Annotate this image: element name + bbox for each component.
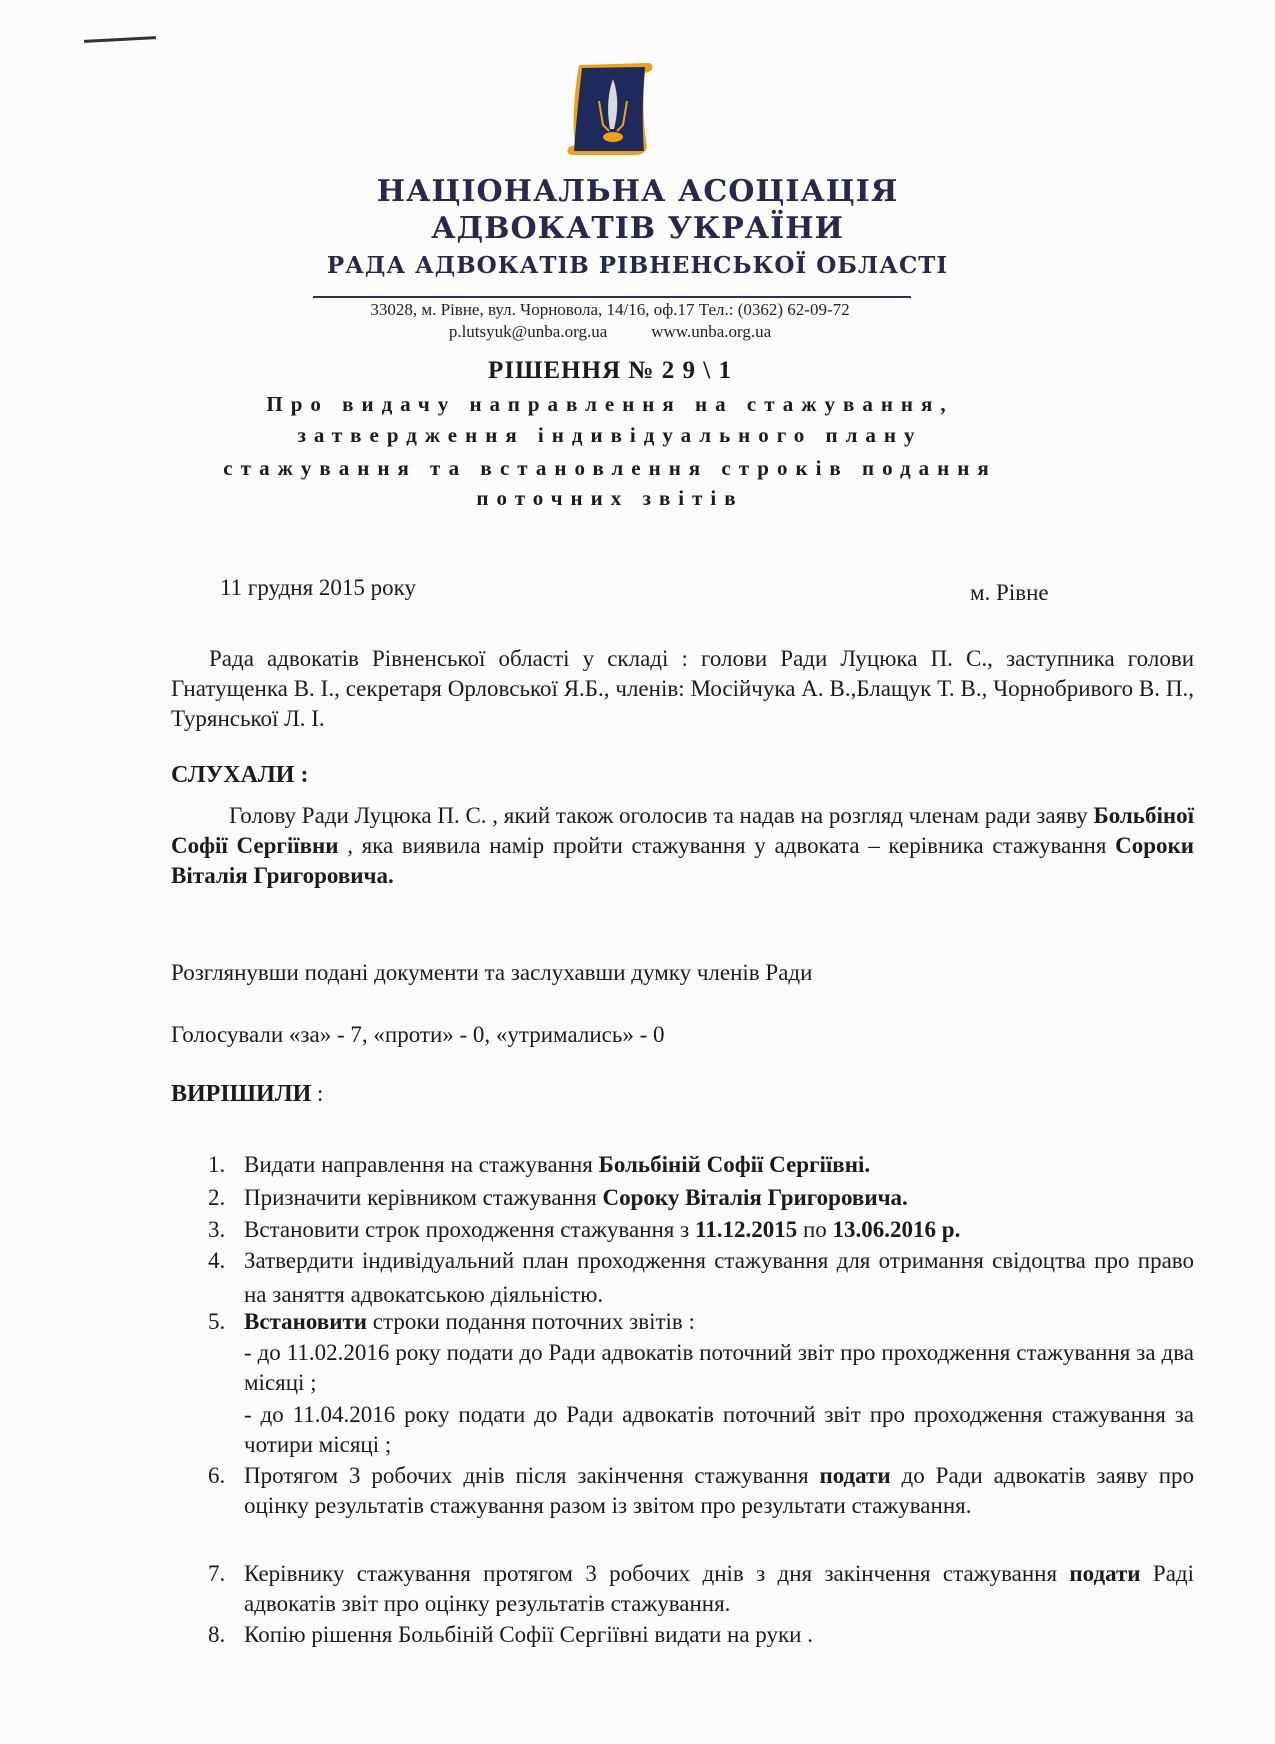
text: Видати направлення на стажування bbox=[244, 1152, 599, 1177]
heard-paragraph bbox=[171, 801, 1194, 891]
text: Затвердити індивідуальний план проходження стажування для отримання свідоцтва про право на заняття адвокатською діяльністю. bbox=[244, 1248, 1194, 1307]
decision-item: 8. Копію рішення Больбіній Софії Сергіївні видати на руки . bbox=[208, 1622, 813, 1647]
text: - до 11.04.2016 року подати до Ради адвокатів поточний звіт про проходження стажування за чотири місяці ; bbox=[244, 1402, 1194, 1457]
decided-colon: : bbox=[311, 1081, 324, 1106]
council-composition bbox=[171, 644, 1194, 734]
voting-result: Голосували «за» - 7, «проти» - 0, «утримались» - 0 bbox=[171, 1022, 665, 1047]
subject-line: поточних звітів bbox=[476, 486, 744, 510]
decision-item: 5. Встановити строки подання поточних звітів : bbox=[208, 1309, 695, 1334]
text: строки подання поточних звітів : bbox=[367, 1309, 695, 1334]
scan-mark bbox=[84, 36, 156, 43]
text: - до 11.02.2016 року подати до Ради адвокатів поточний звіт про проходження стажування за два місяці ; bbox=[244, 1340, 1194, 1395]
decision-item: 4. Затвердити індивідуальний план проходження стажування для отримання свідоцтва про право на заняття адвокатською діяльністю. bbox=[208, 1248, 1194, 1307]
subject-line: стажування та встановлення строків подання bbox=[223, 456, 997, 480]
text: Голову Ради Луцюка П. С. , який також оголосив та надав на розгляд членам ради заяву bbox=[229, 803, 1094, 828]
decided-heading bbox=[171, 1079, 1194, 1109]
text: Керівнику стажування протягом 3 робочих днів з дня закінчення стажування bbox=[244, 1561, 1070, 1586]
text: , яка виявила намір пройти стажування у адвоката – керівника стажування bbox=[338, 833, 1116, 858]
header-divider bbox=[313, 296, 911, 298]
contacts bbox=[0, 322, 1220, 342]
decision-title: РІШЕННЯ № 2 9 \ 1 bbox=[488, 357, 732, 384]
bold-text: Больбіній Софії Сергіївні. bbox=[598, 1152, 871, 1177]
text: Рада адвокатів Рівненської області у складі : голови Ради Луцюка П. С., заступника голови Гнатущенка В. І., секретаря Орловської Я.Б., членів: Мосійчука А. В.,Блащук Т. В., Чорнобривого В. П., Турянської Л. І. bbox=[171, 646, 1194, 731]
unba-logo bbox=[565, 61, 655, 157]
text: Раді адвокатів звіт про оцінку результатів стажування. bbox=[244, 1561, 1194, 1616]
decision-item: 6. Протягом 3 робочих днів після закінчення стажування подати до Ради адвокатів заяву про оцінку результатів стажування разом із звітом про результати стажування. bbox=[208, 1463, 1194, 1518]
text: по bbox=[797, 1217, 833, 1242]
heard-heading: СЛУХАЛИ : bbox=[171, 762, 309, 788]
email-link[interactable]: p.lutsyuk@unba.org.ua bbox=[448, 322, 608, 341]
decided-label: ВИРІШИЛИ bbox=[171, 1081, 312, 1107]
bold-text: 11.12.2015 bbox=[694, 1217, 798, 1242]
text: Копію рішення Больбіній Софії Сергіївні видати на руки . bbox=[244, 1622, 813, 1647]
decision-item: 3. Встановити строк проходження стажування з 11.12.2015 по 13.06.2016 р. bbox=[208, 1217, 961, 1242]
text: Протягом 3 робочих днів після закінчення стажування bbox=[244, 1463, 820, 1488]
considered-text: Розглянувши подані документи та заслухавши думку членів Ради bbox=[171, 960, 813, 985]
org-council-name: РАДА АДВОКАТІВ РІВНЕНСЬКОЇ ОБЛАСТІ bbox=[326, 252, 949, 279]
org-name-line1: НАЦІОНАЛЬНА АСОЦІАЦІЯ bbox=[376, 174, 899, 209]
bold-text: Сороки Віталія Григоровича. bbox=[171, 833, 1194, 888]
bold-text: Встановити bbox=[244, 1309, 368, 1334]
bold-text: подати bbox=[1069, 1561, 1141, 1586]
decision-subitem bbox=[208, 1338, 1194, 1398]
decision-item: 1. Видати направлення на стажування Больбіній Софії Сергіївні. bbox=[208, 1152, 871, 1177]
decision-item: 7. Керівнику стажування протягом 3 робочих днів з дня закінчення стажування подати Раді адвокатів звіт про оцінку результатів стажування. bbox=[208, 1561, 1194, 1616]
decision-subitem bbox=[208, 1400, 1194, 1460]
subject-line: затвердження індивідуального плану bbox=[297, 423, 923, 447]
decision-item: 2. Призначити керівником стажування Сороку Віталія Григоровича. bbox=[208, 1185, 908, 1210]
text: Призначити керівником стажування bbox=[244, 1185, 603, 1210]
text: до Ради адвокатів заяву про оцінку результатів стажування разом із звітом про результати стажування. bbox=[244, 1463, 1194, 1518]
subject-line: Про видачу направлення на стажування, bbox=[266, 392, 954, 416]
bold-text: подати bbox=[819, 1463, 891, 1488]
bold-text: 13.06.2016 р. bbox=[832, 1217, 961, 1242]
address: 33028, м. Рівне, вул. Чорновола, 14/16, оф.17 Тел.: (0362) 62-09-72 bbox=[370, 300, 850, 319]
website-link[interactable]: www.unba.org.ua bbox=[651, 322, 772, 341]
decision-city: м. Рівне bbox=[970, 580, 1049, 605]
bold-text: Больбіної Софії Сергіївни bbox=[171, 803, 1194, 858]
text: Встановити строк проходження стажування з bbox=[244, 1217, 695, 1242]
org-name-line2: АДВОКАТІВ УКРАЇНИ bbox=[431, 211, 844, 246]
decision-date: 11 грудня 2015 року bbox=[220, 575, 417, 600]
bold-text: Сороку Віталія Григоровича. bbox=[602, 1185, 908, 1210]
